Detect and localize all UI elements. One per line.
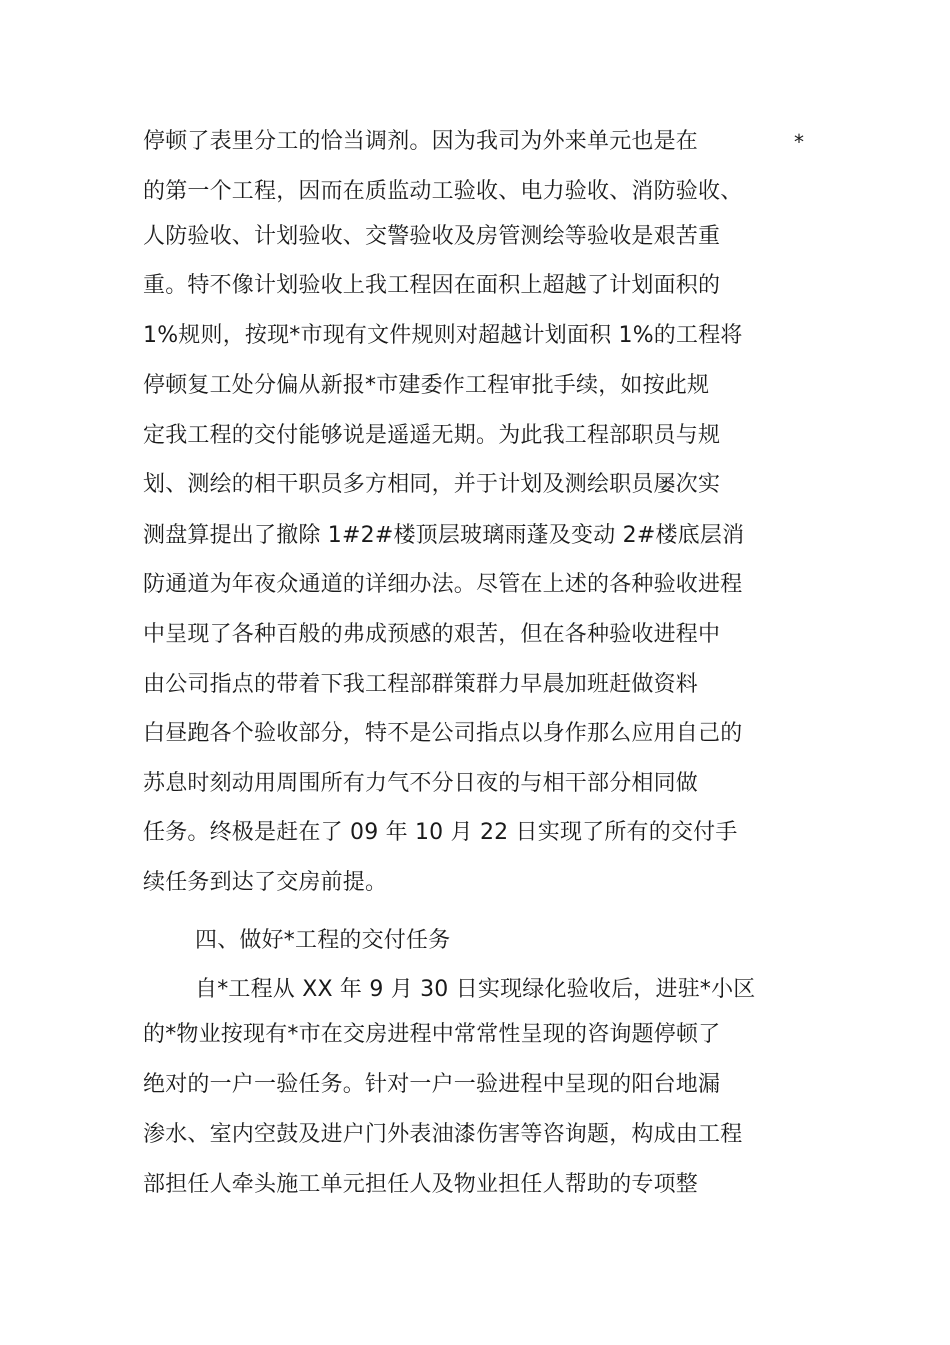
text-line: 自*工程从 XX 年 9 月 30 日实现绿化验收后，进驻*小区 bbox=[195, 977, 756, 1002]
text-line: 绝对的一户一验任务。针对一户一验进程中呈现的阳台地漏 bbox=[143, 1072, 721, 1097]
text-line: 防通道为年夜众通道的详细办法。尽管在上述的各种验收进程 bbox=[143, 572, 743, 597]
text-line: 停顿复工处分偏从新报*市建委作工程审批手续，如按此规 bbox=[143, 373, 710, 398]
text-line: 测盘算提出了撤除 1#2#楼顶层玻璃雨蓬及变动 2#楼底层消 bbox=[143, 523, 745, 548]
text-line: 苏息时刻动用周围所有力气不分日夜的与相干部分相同做 bbox=[143, 771, 699, 796]
text-line: 任务。终极是赶在了 09 年 10 月 22 日实现了所有的交付手 bbox=[143, 820, 738, 845]
text-line: 的第一个工程，因而在质监动工验收、电力验收、消防验收、 bbox=[143, 179, 743, 204]
text-line: 中呈现了各种百般的弗成预感的艰苦，但在各种验收进程中 bbox=[143, 622, 721, 647]
text-line: 1%规则，按现*市现有文件规则对超越计划面积 1%的工程将 bbox=[143, 323, 743, 348]
text-line: 白昼跑各个验收部分，特不是公司指点以身作那么应用自己的 bbox=[143, 721, 743, 746]
text-line: 定我工程的交付能够说是遥遥无期。为此我工程部职员与规 bbox=[143, 423, 721, 448]
text-line: 重。特不像计划验收上我工程因在面积上超越了计划面积的 bbox=[143, 273, 721, 298]
text-line: 渗水、室内空鼓及进户门外表油漆伤害等咨询题，构成由工程 bbox=[143, 1122, 743, 1147]
text-line: 停顿了表里分工的恰当调剂。因为我司为外来单元也是在 bbox=[143, 129, 699, 154]
text-line: 人防验收、计划验收、交警验收及房管测绘等验收是艰苦重 bbox=[143, 224, 721, 249]
section-heading: 四、做好*工程的交付任务 bbox=[195, 928, 451, 953]
text-line: 由公司指点的带着下我工程部群策群力早晨加班赶做资料 bbox=[143, 672, 699, 697]
text-line: 部担任人牵头施工单元担任人及物业担任人帮助的专项整 bbox=[143, 1172, 699, 1197]
text-line: 划、测绘的相干职员多方相同，并于计划及测绘职员屡次实 bbox=[143, 472, 721, 497]
corner-asterisk-mark: * bbox=[794, 130, 804, 154]
text-line: 续任务到达了交房前提。 bbox=[143, 870, 388, 895]
text-line: 的*物业按现有*市在交房进程中常常性呈现的咨询题停顿了 bbox=[143, 1022, 721, 1047]
